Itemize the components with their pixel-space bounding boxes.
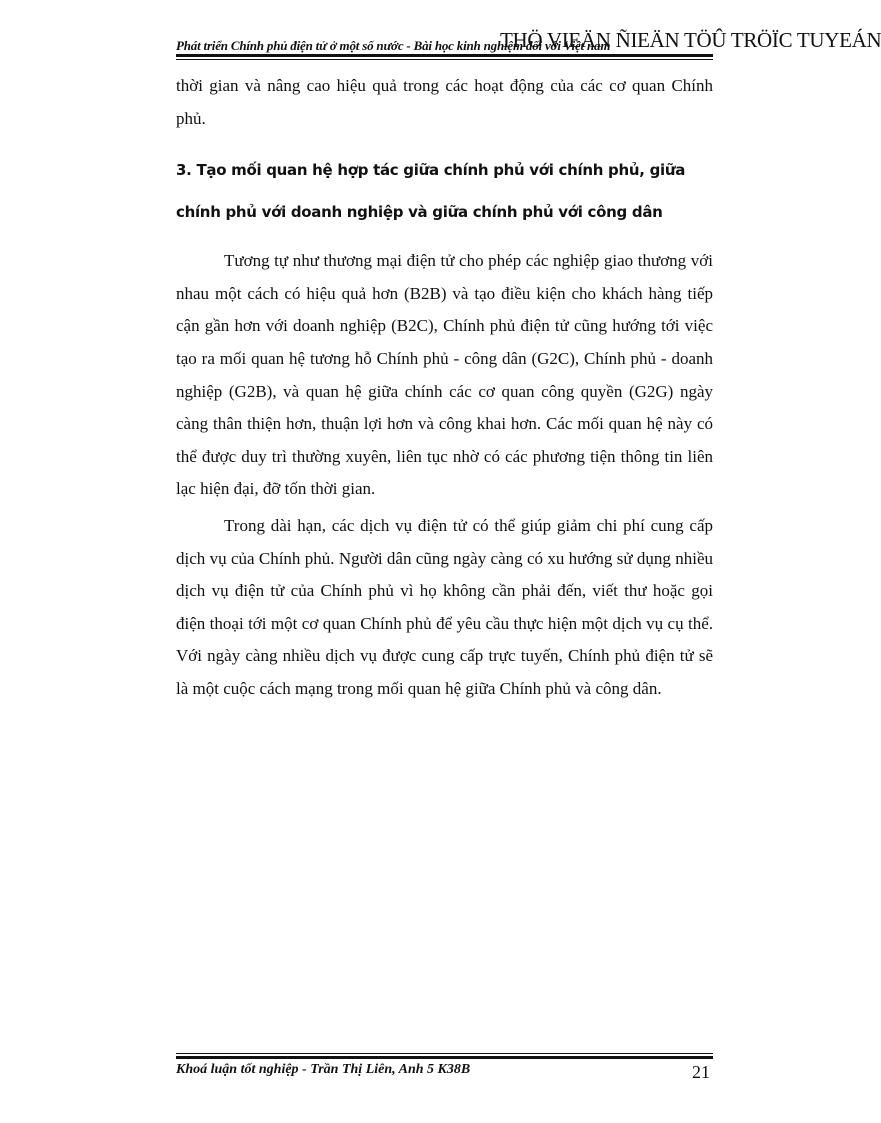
body-paragraph-2: Trong dài hạn, các dịch vụ điện tử có thể giúp giảm chi phí cung cấp dịch vụ của Chính phủ. Người dân cũng ngày càng có xu hướng sử dụng nhiều dịch vụ điện tử của Chính phủ vì họ không cần phải đến, viết thư hoặc gọi điện thoại tới một cơ quan Chính phủ để yêu cầu thực hiện một dịch vụ cụ thể. Với ngày càng nhiều dịch vụ được cung cấp trực tuyến, Chính phủ điện tử sẽ là một cuộc cách mạng trong mối quan hệ giữa Chính phủ và công dân. xyxy=(176,515,713,698)
footer-rule-thick xyxy=(176,1056,713,1059)
header-rule-thin xyxy=(176,59,713,60)
section-heading: 3. Tạo mối quan hệ hợp tác giữa chính phủ với chính phủ, giữa chính phủ với doanh nghiệp và giữa chính phủ với công dân xyxy=(176,161,686,222)
library-watermark: THÖ VIEÄN ÑIEÄN TÖÛ TRÖÏC TUYEÁN xyxy=(500,28,881,52)
header-rule-thick xyxy=(176,54,713,57)
body-paragraph-1: Tương tự như thương mại điện tử cho phép các nghiệp giao thương với nhau một cách có hiệu quả hơn (B2B) và tạo điều kiện cho khách hàng tiếp cận gần hơn với doanh nghiệp (B2C), Chính phủ điện tử cũng hướng tới việc tạo ra mối quan hệ tương hỗ Chính phủ - công dân (G2C), Chính phủ - doanh nghiệp (G2B), và quan hệ giữa chính các cơ quan công quyền (G2G) ngày càng thân thiện hơn, thuận lợi hơn và công khai hơn. Các mối quan hệ này có thể được duy trì thường xuyên, liên tục nhờ có các phương tiện thông tin liên lạc hiện đại, đỡ tốn thời gian. xyxy=(176,251,713,499)
page-number: 21 xyxy=(692,1062,710,1082)
running-header-title: Phát triển Chính phủ điện tử ở một số nước - Bài học kinh nghiệm đối với Việt nam xyxy=(176,38,611,53)
footer-author-line: Khoá luận tốt nghiệp - Trần Thị Liên, Anh 5 K38B xyxy=(176,1062,471,1077)
continuation-paragraph: thời gian và nâng cao hiệu quả trong các hoạt động của các cơ quan Chính phủ. xyxy=(176,76,713,128)
footer-rule-thin xyxy=(176,1053,713,1054)
page-body xyxy=(176,70,713,706)
